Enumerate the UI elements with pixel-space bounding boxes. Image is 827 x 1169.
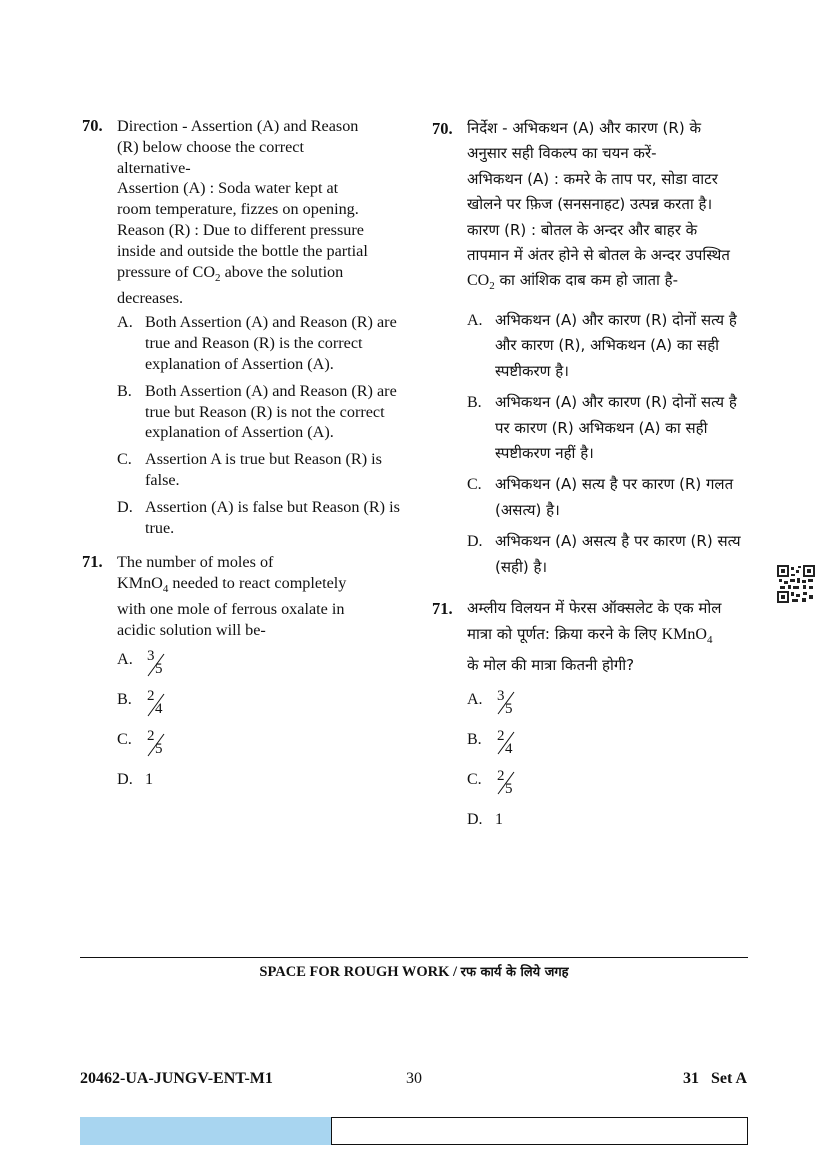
option-d[interactable] — [467, 807, 752, 832]
option-c[interactable] — [117, 729, 400, 769]
option-text: Assertion (A) is false but Reason (R) is true. — [145, 497, 400, 537]
option-d[interactable] — [117, 497, 400, 539]
question-line: कारण (R) : बोतल के अन्दर और बाहर के — [467, 220, 698, 239]
option-label: A. — [467, 690, 483, 708]
formula-co2: $CO_2$ — [192, 262, 221, 284]
question-line: room temperature, fizzes on opening. — [117, 200, 359, 219]
option-label: A. — [117, 313, 133, 332]
option-label: C. — [467, 476, 482, 494]
rough-work-hindi: रफ कार्य के लिये जगह — [460, 965, 569, 980]
option-label: C. — [117, 729, 132, 748]
option-a[interactable] — [467, 687, 752, 727]
question-number: 71. — [82, 552, 103, 572]
question-number: 71. — [432, 599, 453, 619]
question-line: अम्लीय विलयन में फेरस ऑक्सलेट के एक मोल — [467, 599, 722, 618]
option-a[interactable] — [467, 308, 752, 384]
question-70-en — [82, 116, 400, 544]
question-line: Direction - Assertion (A) and Reason — [117, 117, 359, 135]
fraction: 2 4 — [497, 727, 513, 757]
qr-code-icon — [777, 565, 815, 603]
question-line: inside and outside the bottle the partial — [117, 241, 368, 260]
question-line: with one mole of ferrous oxalate in — [117, 600, 345, 619]
option-text: Assertion A is true but Reason (R) is false. — [145, 450, 382, 489]
question-line: (R) below choose the correct — [117, 137, 304, 156]
footer-color-bar — [80, 1117, 331, 1145]
english-column — [82, 116, 400, 796]
page-number: 30 — [406, 1070, 422, 1087]
question-line: अभिकथन (A) : कमरे के ताप पर, सोडा वाटर — [467, 169, 718, 188]
option-text: अभिकथन (A) और कारण (R) दोनों सत्य है पर कारण (R) अभिकथन (A) का सही स्पष्टीकरण नहीं है। — [495, 393, 737, 463]
hindi-column — [432, 116, 752, 838]
fraction: 2 4 — [147, 687, 163, 717]
text-fragment: pressure of — [117, 262, 189, 281]
option-label: A. — [467, 312, 483, 330]
option-c[interactable] — [467, 767, 752, 807]
question-line — [117, 262, 400, 288]
option-text: अभिकथन (A) सत्य है पर कारण (R) गलत (असत्य) है। — [495, 475, 734, 519]
option-c[interactable] — [467, 472, 752, 523]
option-label: C. — [117, 450, 132, 469]
option-text: अभिकथन (A) और कारण (R) दोनों सत्य है और कारण (R), अभिकथन (A) का सही स्पष्टीकरण है। — [495, 311, 737, 380]
option-label: B. — [117, 689, 132, 708]
question-70-hi — [432, 116, 752, 586]
question-71-hi — [432, 596, 752, 838]
option-a[interactable] — [117, 312, 400, 374]
rough-work-label — [80, 962, 748, 981]
option-text: Both Assertion (A) and Reason (R) are true but Reason (R) is not the correct explanation of Assertion (A). — [145, 381, 397, 442]
option-text: Both Assertion (A) and Reason (R) are true and Reason (R) is the correct explanation of Assertion (A). — [145, 313, 397, 373]
option-label: D. — [117, 497, 133, 516]
divider — [80, 957, 748, 958]
question-line — [467, 268, 752, 300]
option-c[interactable] — [117, 449, 400, 491]
question-line: निर्देश - अभिकथन (A) और कारण (R) के — [467, 119, 701, 137]
fraction: 2 5 — [497, 767, 513, 797]
question-line: alternative- — [117, 158, 191, 177]
option-text: अभिकथन (A) असत्य है पर कारण (R) सत्य (सही) है। — [495, 532, 741, 576]
option-d[interactable] — [467, 529, 752, 580]
option-label: A. — [117, 649, 133, 668]
options-list — [117, 649, 400, 790]
question-line: के मोल की मात्रा कितनी होगी? — [467, 656, 635, 675]
option-label: B. — [467, 394, 482, 412]
option-b[interactable] — [467, 727, 752, 767]
paper-code: 20462-UA-JUNGV-ENT-M1 — [80, 1070, 273, 1087]
text-fragment: का आंशिक दाब कम हो जाता है- — [499, 271, 679, 290]
option-label: D. — [467, 533, 483, 551]
options-list — [117, 312, 400, 538]
option-label: D. — [467, 810, 483, 828]
question-line: खोलने पर फ़िज (सनसनाहट) उत्पन्न करता है। — [467, 195, 713, 214]
option-b[interactable] — [117, 689, 400, 729]
question-number: 70. — [82, 116, 103, 135]
fraction: 3 5 — [147, 647, 163, 677]
set-label: 31 Set A — [683, 1070, 747, 1087]
question-number: 70. — [432, 119, 453, 138]
option-d[interactable] — [117, 769, 400, 790]
footer-box — [331, 1117, 748, 1145]
text-fragment: above the solution — [224, 262, 344, 281]
options-list — [467, 687, 752, 832]
options-list — [467, 308, 752, 580]
question-line: Reason (R) : Due to different pressure — [117, 220, 364, 239]
text-fragment: needed to react completely — [172, 574, 347, 593]
question-line — [117, 573, 400, 599]
fraction: 2 5 — [147, 727, 163, 757]
formula-kmno4: KMnO$_4$ — [661, 625, 713, 646]
question-line: Assertion (A) : Soda water kept at — [117, 179, 339, 198]
option-label: B. — [467, 730, 482, 748]
option-label: B. — [117, 381, 132, 400]
text-fragment: मात्रा को पूर्णत: क्रिया करने के लिए — [467, 624, 657, 643]
option-b[interactable] — [467, 390, 752, 466]
question-71-en — [82, 552, 400, 795]
question-line: तापमान में अंतर होने से बोतल के अन्दर उपस्थित — [467, 246, 730, 265]
formula-co2: $CO_2$ — [467, 272, 495, 293]
question-line: The number of moles of — [117, 553, 274, 572]
option-b[interactable] — [117, 381, 400, 443]
option-text: 1 — [495, 810, 503, 828]
option-label: D. — [117, 769, 133, 788]
option-label: C. — [467, 770, 482, 788]
option-text: 1 — [145, 769, 154, 788]
rough-work-english: SPACE FOR ROUGH WORK / — [259, 964, 458, 980]
question-line: अनुसार सही विकल्प का चयन करें- — [467, 144, 657, 163]
question-line: decreases. — [117, 288, 184, 307]
option-a[interactable] — [117, 649, 400, 689]
question-line: acidic solution will be- — [117, 620, 266, 639]
fraction: 3 5 — [497, 687, 513, 717]
question-line — [467, 622, 752, 654]
formula-kmno4: KMnO$_4$ — [117, 574, 169, 596]
